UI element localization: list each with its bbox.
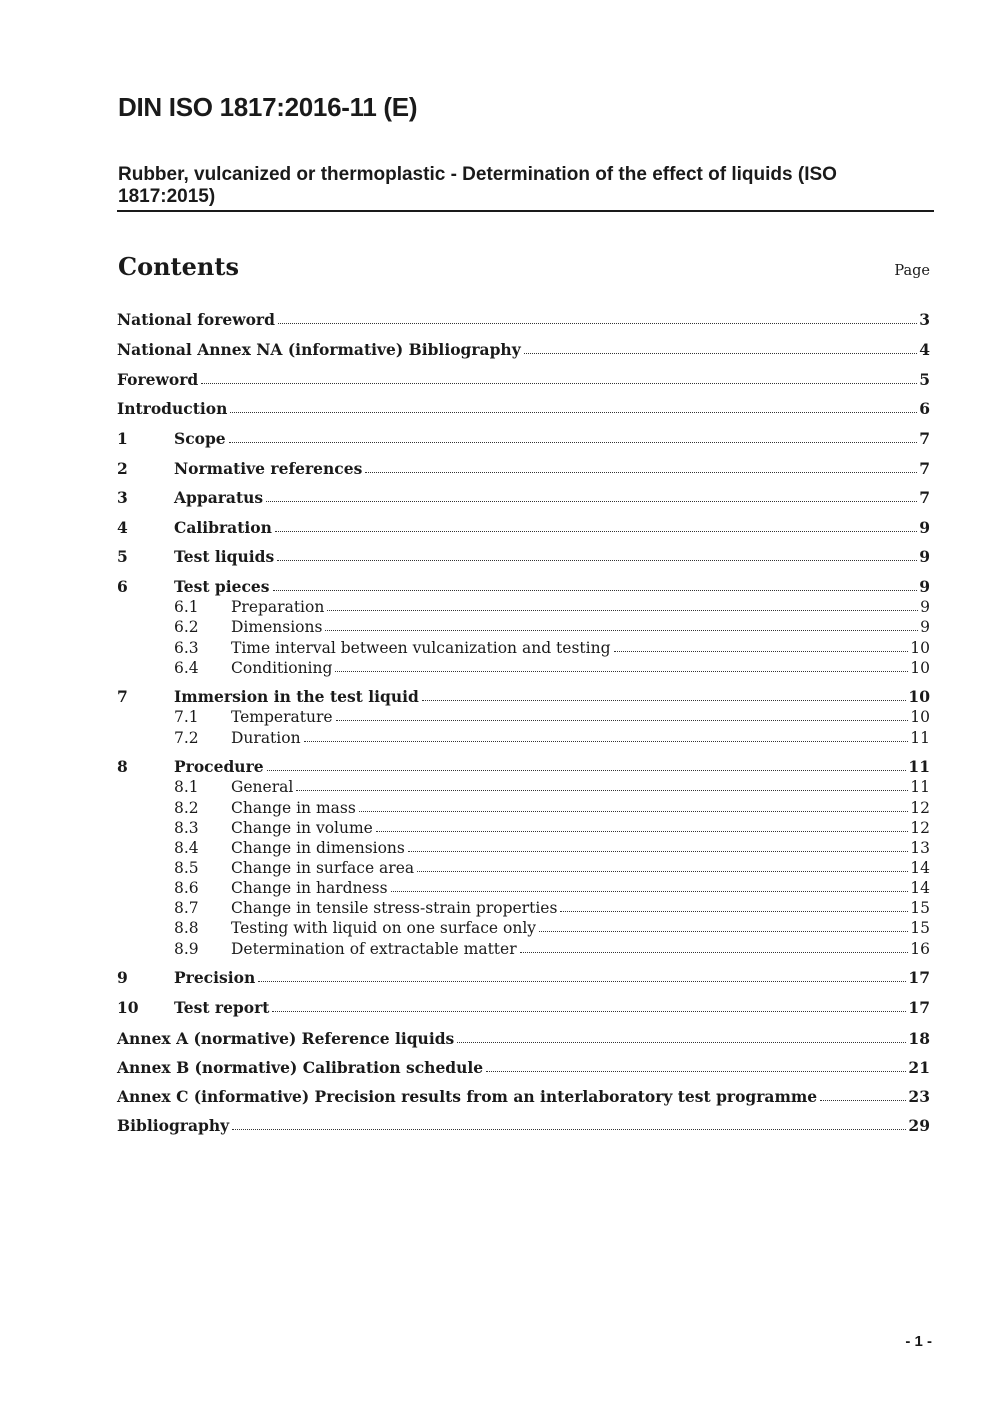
dot-leader <box>201 383 917 384</box>
dot-leader <box>296 790 908 791</box>
toc-entry-label: Preparation <box>231 598 325 616</box>
dot-leader <box>614 651 909 652</box>
toc-entry[interactable] <box>117 878 930 898</box>
toc-entry-page: 12 <box>910 799 930 817</box>
dot-leader <box>486 1071 906 1072</box>
toc-entry-page: 10 <box>910 659 930 677</box>
toc-entry[interactable] <box>117 707 930 727</box>
toc-entry-page: 14 <box>910 859 930 877</box>
toc-entry-page: 9 <box>920 598 930 616</box>
toc-entry-page: 9 <box>919 577 930 596</box>
toc-entry-page: 21 <box>908 1058 930 1077</box>
toc-entry-number: 6 <box>117 577 128 596</box>
toc-entry[interactable] <box>117 518 930 538</box>
toc-entry[interactable] <box>117 658 930 678</box>
toc-entry-page: 7 <box>919 488 930 507</box>
dot-leader <box>359 811 908 812</box>
toc-entry[interactable] <box>117 488 930 508</box>
dot-leader <box>336 720 909 721</box>
toc-entry-number: 8.8 <box>174 919 199 937</box>
toc-entry-number: 3 <box>117 488 128 507</box>
toc-entry-number: 8.6 <box>174 879 199 897</box>
toc-entry[interactable] <box>117 818 930 838</box>
toc-entry[interactable] <box>117 370 930 390</box>
dot-leader <box>304 741 909 742</box>
toc-entry-number: 9 <box>117 968 128 987</box>
dot-leader <box>365 472 917 473</box>
toc-entry-label: Change in mass <box>231 799 356 817</box>
document-subtitle: Rubber, vulcanized or thermoplastic - Determination of the effect of liquids (ISO 1817:2015) <box>118 164 837 207</box>
dot-leader <box>272 1011 906 1012</box>
dot-leader <box>539 931 908 932</box>
dot-leader <box>408 851 908 852</box>
toc-entry-number: 7.1 <box>174 708 199 726</box>
toc-entry-page: 11 <box>910 729 930 747</box>
toc-entry-page: 7 <box>919 429 930 448</box>
toc-entry[interactable] <box>117 777 930 797</box>
toc-entry[interactable] <box>117 728 930 748</box>
document-id-title: DIN ISO 1817:2016-11 (E) <box>118 92 418 122</box>
toc-entry-label: Change in hardness <box>231 879 388 897</box>
dot-leader <box>820 1100 906 1101</box>
dot-leader <box>275 531 917 532</box>
dot-leader <box>230 412 917 413</box>
dot-leader <box>258 981 906 982</box>
toc-entry-page: 9 <box>919 547 930 566</box>
toc-entry-label: Test liquids <box>174 547 275 566</box>
toc-entry-label: General <box>231 778 294 796</box>
toc-entry-label: Test pieces <box>174 577 270 596</box>
toc-entry-page: 18 <box>908 1029 930 1048</box>
toc-entry-label: Change in volume <box>231 819 373 837</box>
toc-entry-label: National foreword <box>117 310 275 329</box>
toc-entry-label: Bibliography <box>117 1116 230 1135</box>
toc-entry-page: 14 <box>910 879 930 897</box>
toc-entry-number: 8.4 <box>174 839 199 857</box>
toc-entry-number: 8.1 <box>174 778 199 796</box>
toc-entry-page: 9 <box>919 518 930 537</box>
toc-entry-number: 7.2 <box>174 729 199 747</box>
dot-leader <box>325 630 918 631</box>
toc-entry-label: Calibration <box>174 518 272 537</box>
page-number: - 1 - <box>905 1333 932 1350</box>
title-divider <box>117 210 934 212</box>
toc-entry[interactable] <box>117 340 930 360</box>
dot-leader <box>560 911 908 912</box>
dot-leader <box>417 871 908 872</box>
toc-entry-label: Apparatus <box>174 488 264 507</box>
dot-leader <box>229 442 918 443</box>
toc-entry-page: 16 <box>910 940 930 958</box>
dot-leader <box>391 891 909 892</box>
toc-entry-page: 3 <box>919 310 930 329</box>
toc-entry[interactable] <box>117 1116 930 1136</box>
toc-entry-label: Procedure <box>174 757 264 776</box>
toc-entry[interactable] <box>117 798 930 818</box>
toc-entry-page: 10 <box>910 639 930 657</box>
toc-entry[interactable] <box>117 429 930 449</box>
toc-entry[interactable] <box>117 1087 930 1107</box>
toc-entry[interactable] <box>117 858 930 878</box>
toc-entry-label: Determination of extractable matter <box>231 940 517 958</box>
toc-entry-label: Conditioning <box>231 659 333 677</box>
toc-entry[interactable] <box>117 1058 930 1078</box>
toc-entry-label: Scope <box>174 429 226 448</box>
toc-entry[interactable] <box>117 898 930 918</box>
toc-entry[interactable] <box>117 638 930 658</box>
toc-entry-number: 2 <box>117 459 128 478</box>
page-column-label: Page <box>894 263 930 279</box>
toc-entry-page: 11 <box>908 757 930 776</box>
dot-leader <box>376 831 908 832</box>
toc-entry-label: Change in surface area <box>231 859 415 877</box>
toc-entry-page: 4 <box>919 340 930 359</box>
toc-entry[interactable] <box>117 968 930 988</box>
toc-entry[interactable] <box>117 918 930 938</box>
toc-entry-page: 9 <box>920 618 930 636</box>
toc-entry[interactable] <box>117 998 930 1018</box>
toc-entry-label: Duration <box>231 729 301 747</box>
toc-entry-page: 5 <box>919 370 930 389</box>
toc-entry-page: 10 <box>910 708 930 726</box>
toc-entry-label: Precision <box>174 968 256 987</box>
toc-entry[interactable] <box>117 1029 930 1049</box>
toc-entry-label: Annex A (normative) Reference liquids <box>117 1029 455 1048</box>
toc-entry[interactable] <box>117 939 930 959</box>
toc-entry-label: Normative references <box>174 459 363 478</box>
dot-leader <box>273 590 918 591</box>
toc-entry[interactable] <box>117 577 930 597</box>
toc-entry-number: 8.2 <box>174 799 199 817</box>
dot-leader <box>524 353 917 354</box>
toc-entry[interactable] <box>117 838 930 858</box>
toc-entry[interactable] <box>117 687 930 707</box>
toc-entry-number: 8.3 <box>174 819 199 837</box>
toc-entry-number: 8.7 <box>174 899 199 917</box>
toc-entry-page: 15 <box>910 919 930 937</box>
toc-entry-number: 7 <box>117 687 128 706</box>
toc-entry-page: 6 <box>919 399 930 418</box>
toc-entry-label: Annex C (informative) Precision results from an interlaboratory test programme <box>117 1087 818 1106</box>
dot-leader <box>457 1042 906 1043</box>
dot-leader <box>278 323 917 324</box>
toc-entry-label: Testing with liquid on one surface only <box>231 919 537 937</box>
dot-leader <box>266 501 917 502</box>
toc-entry-label: Annex B (normative) Calibration schedule <box>117 1058 484 1077</box>
toc-entry-label: Immersion in the test liquid <box>174 687 419 706</box>
toc-entry-page: 15 <box>910 899 930 917</box>
toc-entry-number: 6.2 <box>174 618 199 636</box>
dot-leader <box>335 671 908 672</box>
toc-entry-label: Dimensions <box>231 618 323 636</box>
toc-entry-label: Change in dimensions <box>231 839 405 857</box>
toc-entry[interactable] <box>117 459 930 479</box>
toc-entry-page: 17 <box>908 998 930 1017</box>
toc-entry-number: 8 <box>117 757 128 776</box>
toc-entry[interactable] <box>117 399 930 419</box>
toc-entry-page: 12 <box>910 819 930 837</box>
toc-entry-number: 4 <box>117 518 128 537</box>
toc-entry-number: 8.5 <box>174 859 199 877</box>
toc-entry-number: 6.4 <box>174 659 199 677</box>
toc-entry-label: Introduction <box>117 399 228 418</box>
toc-entry-page: 7 <box>919 459 930 478</box>
toc-entry-number: 1 <box>117 429 128 448</box>
contents-heading: Contents <box>118 252 239 281</box>
toc-entry[interactable] <box>117 617 930 637</box>
toc-entry-page: 13 <box>910 839 930 857</box>
toc-entry[interactable] <box>117 547 930 567</box>
dot-leader <box>232 1129 906 1130</box>
toc-entry-page: 29 <box>908 1116 930 1135</box>
dot-leader <box>520 952 909 953</box>
toc-entry[interactable] <box>117 310 930 330</box>
toc-entry-label: National Annex NA (informative) Bibliography <box>117 340 521 359</box>
toc-entry-number: 8.9 <box>174 940 199 958</box>
toc-entry-label: Foreword <box>117 370 199 389</box>
toc-entry-label: Change in tensile stress-strain properties <box>231 899 558 917</box>
dot-leader <box>267 770 907 771</box>
toc-entry-number: 5 <box>117 547 128 566</box>
toc-entry[interactable] <box>117 757 930 777</box>
toc-entry-number: 6.3 <box>174 639 199 657</box>
toc-entry-label: Temperature <box>231 708 333 726</box>
toc-entry-page: 23 <box>908 1087 930 1106</box>
toc-entry-page: 17 <box>908 968 930 987</box>
toc-entry-page: 10 <box>908 687 930 706</box>
toc-entry[interactable] <box>117 597 930 617</box>
toc-entry-label: Test report <box>174 998 270 1017</box>
toc-entry-label: Time interval between vulcanization and testing <box>231 639 611 657</box>
dot-leader <box>422 700 907 701</box>
dot-leader <box>327 610 918 611</box>
dot-leader <box>277 560 917 561</box>
toc-entry-number: 6.1 <box>174 598 199 616</box>
toc-entry-number: 10 <box>117 998 139 1017</box>
toc-entry-page: 11 <box>910 778 930 796</box>
